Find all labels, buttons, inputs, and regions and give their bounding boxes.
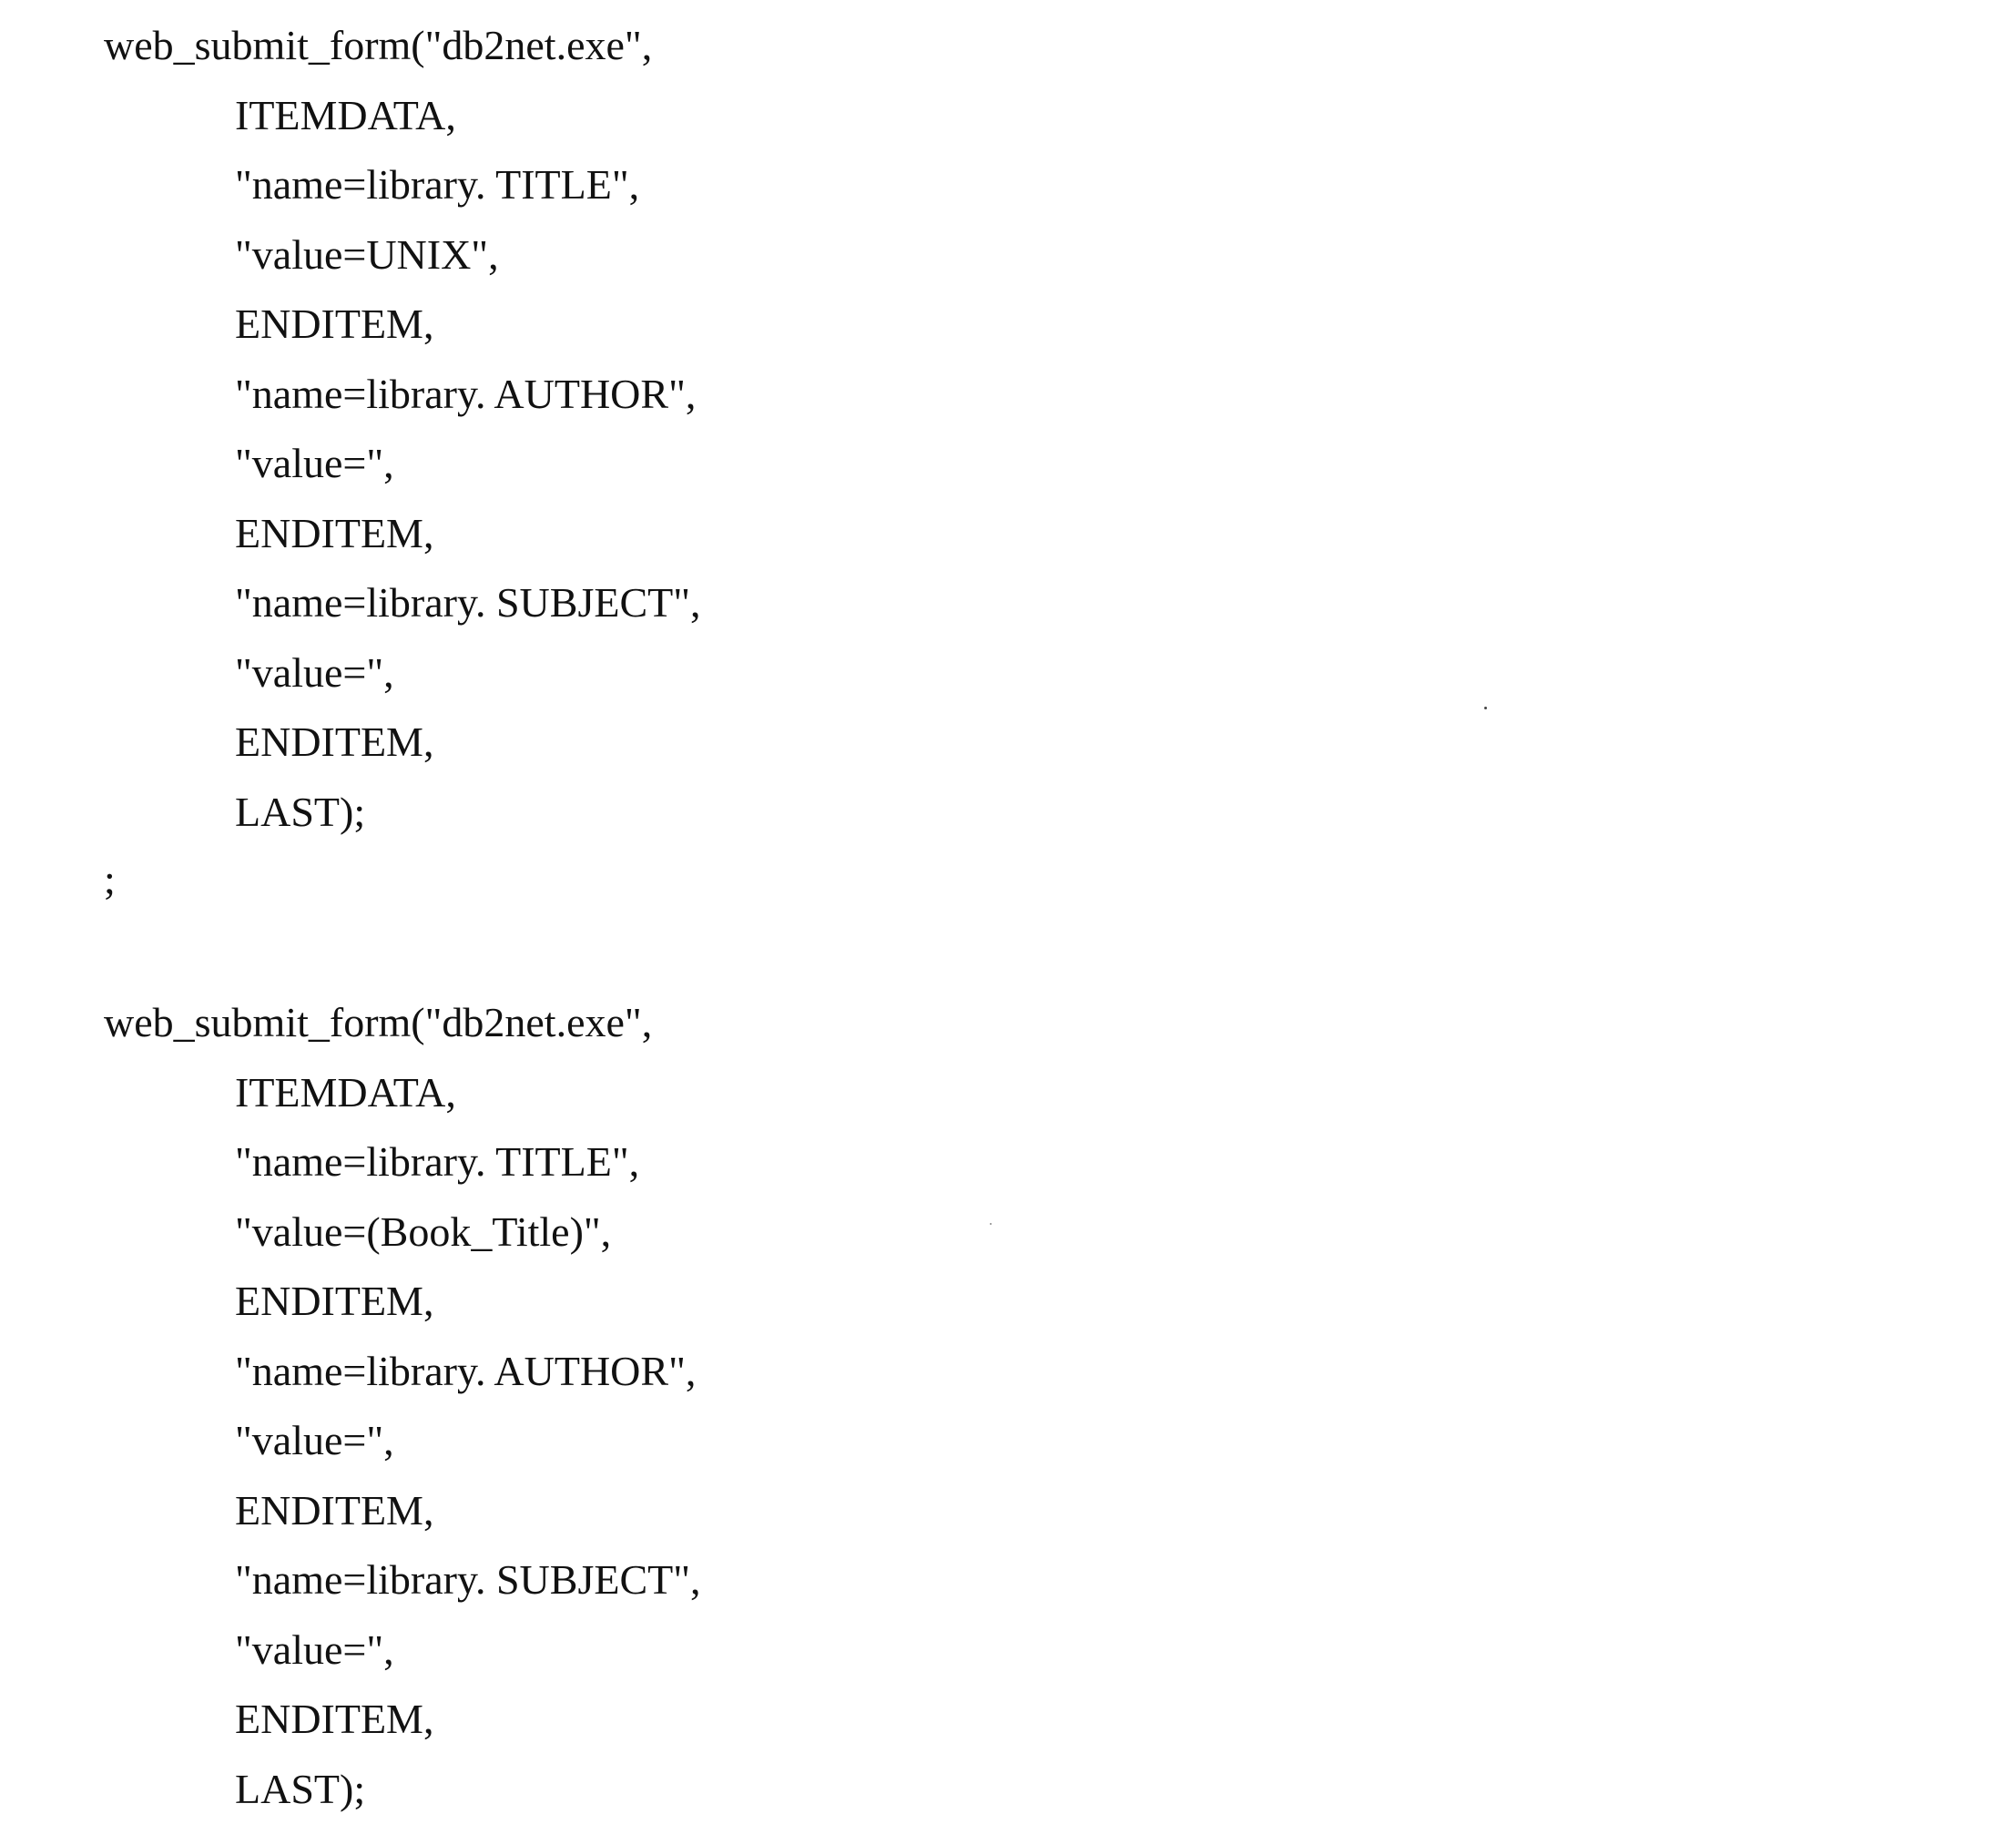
argument-line: "value=UNIX", (0, 220, 2016, 290)
argument-line: "value=", (0, 1406, 2016, 1476)
argument-line: "name=library. SUBJECT", (0, 1545, 2016, 1615)
argument-line: LAST); (0, 1755, 2016, 1824)
argument-line: ENDITEM, (0, 1685, 2016, 1755)
argument-line: "value=(Book_Title)", (0, 1197, 2016, 1268)
statement-separator: ; (104, 845, 116, 914)
argument-line: "name=library. SUBJECT", (0, 568, 2016, 638)
code-block-2 (0, 988, 2016, 1824)
scan-speck (1484, 707, 1487, 709)
argument-line: ITEMDATA, (0, 81, 2016, 151)
argument-line: ENDITEM, (0, 499, 2016, 569)
argument-line: "value=", (0, 638, 2016, 708)
argument-line: ENDITEM, (0, 708, 2016, 778)
argument-line: ENDITEM, (0, 290, 2016, 360)
code-block-1 (0, 11, 2016, 847)
scan-speck (990, 1223, 992, 1225)
argument-line: "value=", (0, 1615, 2016, 1686)
argument-line: ITEMDATA, (0, 1058, 2016, 1128)
argument-line: "value=", (0, 429, 2016, 499)
function-call-line: web_submit_form("db2net.exe", (0, 988, 2016, 1058)
argument-line: "name=library. AUTHOR", (0, 1337, 2016, 1407)
argument-line: "name=library. TITLE", (0, 1127, 2016, 1197)
argument-line: ENDITEM, (0, 1267, 2016, 1337)
argument-line: LAST); (0, 778, 2016, 848)
function-call-line: web_submit_form("db2net.exe", (0, 11, 2016, 81)
argument-line: "name=library. AUTHOR", (0, 360, 2016, 430)
argument-line: "name=library. TITLE", (0, 150, 2016, 220)
argument-line: ENDITEM, (0, 1476, 2016, 1546)
